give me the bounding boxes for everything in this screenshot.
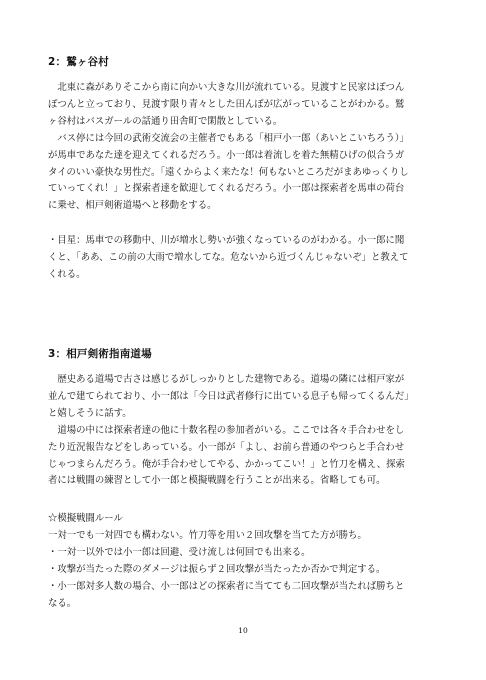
text-line: タイのいい豪快な男性だ。「遠くからよく来たな！何もないところだがまあゆっくりし <box>48 166 409 178</box>
text-line: ていってくれ！」と探索者達を歓迎してくれるだろう。小一郎は探索者を馬車の荷台 <box>48 183 405 195</box>
mock-battle-rules <box>48 511 448 612</box>
text-line: くと、「ああ、この前の大雨で増水してな。危ないから近づくんじゃないぞ」と教えて <box>48 251 409 263</box>
text-line: ・攻撃が当たった際のダメージは振らず２回攻撃が当たったか否かで判定する。 <box>48 563 386 575</box>
text-line: ヶ谷村はバスガールの話通り田舎町で閑散としている。 <box>48 115 283 127</box>
text-line: ぽつんと立っており、見渡す限り青々とした田んぼが広がっていることがわかる。鷲 <box>48 98 405 110</box>
text-line: なる。 <box>48 597 77 609</box>
text-line: 者には戦闘の練習として小一郎と模擬戦闘を行うことが出来る。省略しても可。 <box>48 475 386 487</box>
text-line: 一対一でも一対四でも構わない。竹刀等を用い２回攻撃を当てた方が勝ち。 <box>48 529 367 541</box>
text-line: と嬉しそうに話す。 <box>48 407 132 419</box>
text-line: じゃつまらんだろう。俺が手合わせしてやる、かかってこい！」と竹刀を構え、探索 <box>48 458 405 470</box>
section-3-paragraph-1 <box>48 372 448 490</box>
text-line: くれる。 <box>48 268 86 280</box>
text-line: ・目星：馬車での移動中、川が増水し勢いが強くなっているのがわかる。小一郎に聞 <box>48 235 405 246</box>
text-line: 歴史ある道場で古さは感じるがしっかりとした建物である。道場の隣には相戸家が <box>48 374 405 385</box>
text-line: 道場の中には探索者達の他に十数名程の参加者がいる。ここでは各々手合わせをし <box>48 424 405 436</box>
rules-heading: ☆模擬戦闘ルール <box>48 513 123 524</box>
section-2-paragraph-1 <box>48 80 448 215</box>
section-2-heading: 2：鷲ヶ谷村 <box>48 56 110 68</box>
text-line: が馬車であなた達を迎えてくれるだろう。小一郎は着流しを着た無精ひげの似合うガ <box>48 149 405 161</box>
text-line: ・小一郎対多人数の場合、小一郎はどの探索者に当てても二回攻撃が当たれば勝ちと <box>48 580 405 592</box>
text-line: に乗せ、相戸剣術道場へと移動をする。 <box>48 200 217 212</box>
text-line: 並んで建てられており、小一郎は「今日は武者修行に出ている息子も帰ってくるんだ」 <box>48 390 414 402</box>
text-line: 北東に森がありそこから南に向かい大きな川が流れている。見渡すと民家はぽつん <box>48 82 405 93</box>
page-number: 10 <box>238 626 248 635</box>
text-line: たり近況報告などをしあっている。小一郎が「よし、お前ら普通のやつらと手合わせ <box>48 441 405 453</box>
text-line: バス停には今回の武術交流会の主催者でもある「相戸小一郎（あいとこいちろう）」 <box>48 132 409 144</box>
text-line: ・一対一以外では小一郎は回避、受け流しは何回でも出来る。 <box>48 546 311 558</box>
section-3-heading: 3：相戸剣術指南道場 <box>48 348 152 360</box>
section-2-paragraph-2 <box>48 233 448 284</box>
